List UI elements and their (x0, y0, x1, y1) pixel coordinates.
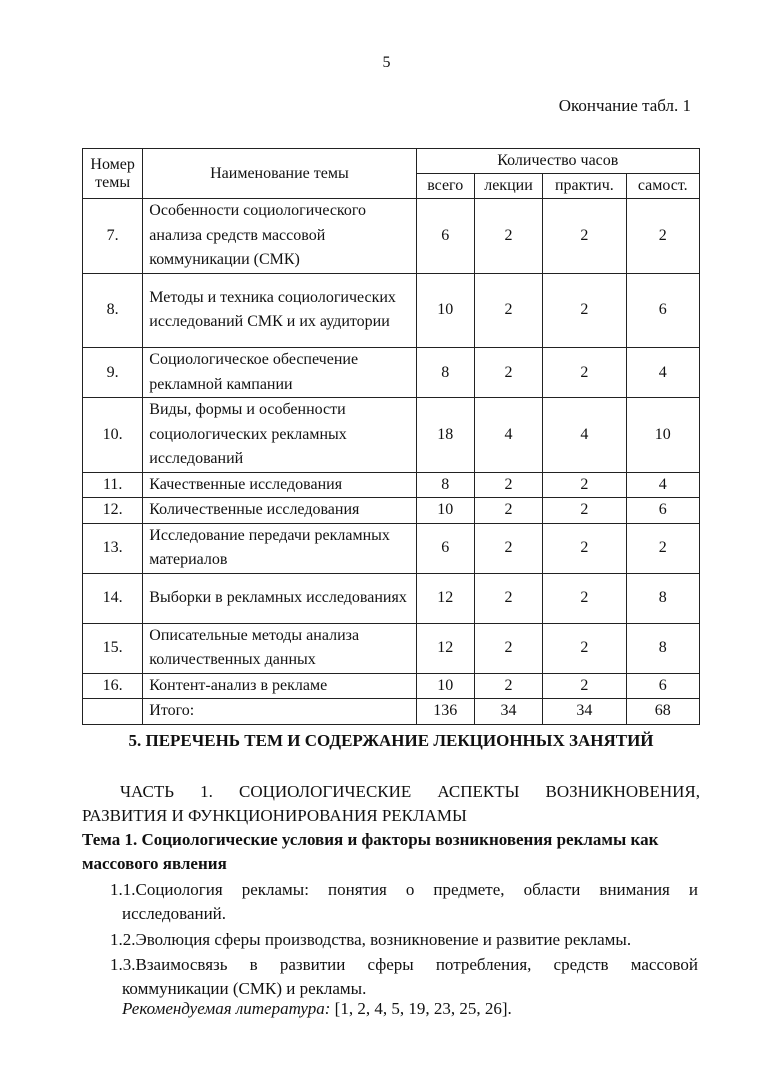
row-practice-hours: 2 (543, 273, 626, 348)
row-number: 16. (83, 673, 143, 699)
row-total-hours: 6 (416, 199, 474, 274)
row-self-study-hours: 68 (626, 699, 699, 725)
list-item (112, 953, 698, 1001)
row-topic-name: Итого: (143, 699, 416, 725)
table-row (83, 348, 700, 398)
row-practice-hours: 2 (543, 472, 626, 498)
literature-label: Рекомендуемая литература: (122, 999, 331, 1018)
table-row (83, 273, 700, 348)
table-row (83, 472, 700, 498)
row-self-study-hours: 6 (626, 498, 699, 524)
row-practice-hours: 2 (543, 623, 626, 673)
row-practice-hours: 34 (543, 699, 626, 725)
list-item-line2: коммуникации (СМК) и рекламы. (122, 979, 367, 998)
row-topic-name: Выборки в рекламных исследованиях (143, 573, 416, 623)
row-practice-hours: 2 (543, 523, 626, 573)
header-name: Наименование темы (143, 149, 416, 199)
row-number: 10. (83, 398, 143, 473)
row-topic-name: Особенности социологического анализа средств массовой коммуникации (СМК) (143, 199, 416, 274)
row-total-hours: 6 (416, 523, 474, 573)
row-number (83, 699, 143, 725)
row-practice-hours: 2 (543, 199, 626, 274)
header-number: Номер темы (83, 149, 143, 199)
list-item (112, 928, 698, 952)
list-item-line1: 1.2.Эволюция сферы производства, возникновение и развитие рекламы. (110, 930, 632, 949)
row-topic-name: Количественные исследования (143, 498, 416, 524)
row-lecture-hours: 34 (474, 699, 542, 725)
header-total: всего (416, 174, 474, 199)
list-item-line1: 1.3.Взаимосвязь в развитии сферы потребления, средств массовой (110, 955, 698, 974)
row-total-hours: 12 (416, 573, 474, 623)
row-lecture-hours: 4 (474, 398, 542, 473)
row-number: 9. (83, 348, 143, 398)
row-total-hours: 8 (416, 472, 474, 498)
row-total-hours: 18 (416, 398, 474, 473)
row-topic-name: Контент-анализ в рекламе (143, 673, 416, 699)
row-number: 8. (83, 273, 143, 348)
row-lecture-hours: 2 (474, 472, 542, 498)
row-total-hours: 12 (416, 623, 474, 673)
row-total-hours: 10 (416, 673, 474, 699)
recommended-literature (122, 997, 512, 1021)
row-lecture-hours: 2 (474, 498, 542, 524)
row-number: 12. (83, 498, 143, 524)
row-total-hours: 10 (416, 498, 474, 524)
row-self-study-hours: 8 (626, 573, 699, 623)
row-lecture-hours: 2 (474, 523, 542, 573)
row-total-hours: 8 (416, 348, 474, 398)
page-number: 5 (382, 54, 391, 71)
list-item-line1: 1.1.Социология рекламы: понятия о предмете, области внимания и (110, 880, 698, 899)
row-total-hours: 136 (416, 699, 474, 725)
row-number: 14. (83, 573, 143, 623)
row-topic-name: Исследование передачи рекламных материалов (143, 523, 416, 573)
hours-table (82, 148, 700, 725)
table-row (83, 199, 700, 274)
table-row (83, 623, 700, 673)
section-title: 5. ПЕРЕЧЕНЬ ТЕМ И СОДЕРЖАНИЕ ЛЕКЦИОННЫХ ЗАНЯТИЙ (128, 731, 654, 750)
literature-refs: [1, 2, 4, 5, 19, 23, 25, 26]. (334, 999, 512, 1018)
row-topic-name: Методы и техника социологических исследований СМК и их аудитории (143, 273, 416, 348)
table-row (83, 573, 700, 623)
row-practice-hours: 2 (543, 673, 626, 699)
row-practice-hours: 4 (543, 398, 626, 473)
table-row (83, 523, 700, 573)
row-self-study-hours: 6 (626, 673, 699, 699)
row-number: 7. (83, 199, 143, 274)
row-lecture-hours: 2 (474, 573, 542, 623)
row-total-hours: 10 (416, 273, 474, 348)
row-topic-name: Виды, формы и особенности социологических рекламных исследований (143, 398, 416, 473)
header-hours-group: Количество часов (416, 149, 699, 174)
part-heading-line2: РАЗВИТИЯ И ФУНКЦИОНИРОВАНИЯ РЕКЛАМЫ (82, 806, 467, 825)
row-practice-hours: 2 (543, 348, 626, 398)
row-lecture-hours: 2 (474, 673, 542, 699)
row-number: 11. (83, 472, 143, 498)
row-self-study-hours: 2 (626, 199, 699, 274)
table-row (83, 398, 700, 473)
table-row (83, 498, 700, 524)
list-item (112, 878, 698, 926)
row-lecture-hours: 2 (474, 199, 542, 274)
row-self-study-hours: 10 (626, 398, 699, 473)
row-lecture-hours: 2 (474, 273, 542, 348)
list-item-line2: исследований. (122, 904, 227, 923)
row-topic-name: Описательные методы анализа количественных данных (143, 623, 416, 673)
header-lectures: лекции (474, 174, 542, 199)
table-total-row (83, 699, 700, 725)
row-self-study-hours: 8 (626, 623, 699, 673)
row-self-study-hours: 6 (626, 273, 699, 348)
row-lecture-hours: 2 (474, 623, 542, 673)
part-heading-line1: ЧАСТЬ 1. СОЦИОЛОГИЧЕСКИЕ АСПЕКТЫ ВОЗНИКНОВЕНИЯ, (120, 782, 700, 801)
row-self-study-hours: 2 (626, 523, 699, 573)
part-heading (82, 780, 700, 828)
row-topic-name: Социологическое обеспечение рекламной кампании (143, 348, 416, 398)
table-row (83, 673, 700, 699)
row-number: 15. (83, 623, 143, 673)
row-number: 13. (83, 523, 143, 573)
table-body (83, 199, 700, 725)
row-self-study-hours: 4 (626, 348, 699, 398)
table-caption: Окончание табл. 1 (558, 96, 691, 115)
row-self-study-hours: 4 (626, 472, 699, 498)
row-practice-hours: 2 (543, 573, 626, 623)
header-self: самост. (626, 174, 699, 199)
topic-heading: Тема 1. Социологические условия и факторы возникновения рекламы как массового явления (82, 830, 659, 873)
row-lecture-hours: 2 (474, 348, 542, 398)
header-practice: практич. (543, 174, 626, 199)
row-practice-hours: 2 (543, 498, 626, 524)
row-topic-name: Качественные исследования (143, 472, 416, 498)
